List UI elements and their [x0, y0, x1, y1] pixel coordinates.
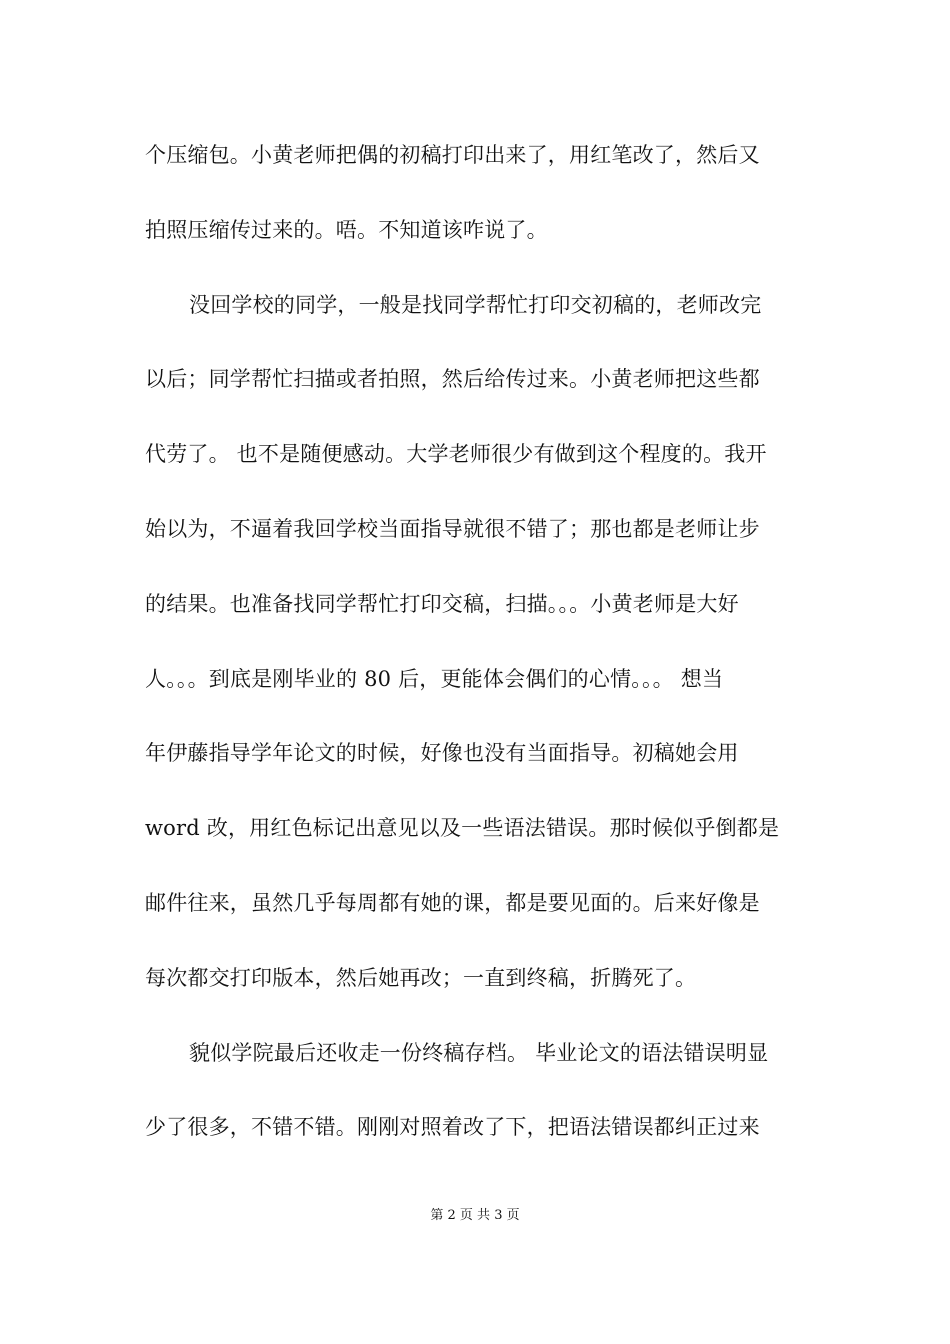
- text-line: 年伊藤指导学年论文的时候，好像也没有当面指导。初稿她会用: [145, 741, 739, 766]
- text-line: 貌似学院最后还收走一份终稿存档。 毕业论文的语法错误明显: [189, 1040, 769, 1065]
- body-text: [145, 131, 810, 1178]
- page-number-footer: 第 2 页 共 3 页: [430, 1208, 520, 1223]
- text-line: 始以为，不逼着我回学校当面指导就很不错了；那也都是老师让步: [145, 516, 760, 541]
- text-line: word 改，用红色标记出意见以及一些语法错误。那时候似乎倒都是: [145, 816, 780, 841]
- text-line: 的结果。也准备找同学帮忙打印交稿，扫描。。。小黄老师是大好: [145, 591, 739, 616]
- text-line: 少了很多，不错不错。刚刚对照着改了下，把语法错误都纠正过来: [145, 1115, 760, 1140]
- text-line: 人。。。到底是刚毕业的 80 后，更能体会偶们的心情。。。 想当: [145, 666, 724, 691]
- text-line: 拍照压缩传过来的。唔。不知道该咋说了。: [145, 217, 548, 242]
- text-line: 个压缩包。小黄老师把偶的初稿打印出来了，用红笔改了，然后又: [145, 143, 760, 167]
- text-line: 没回学校的同学，一般是找同学帮忙打印交初稿的，老师改完: [189, 292, 762, 317]
- text-line: 邮件往来，虽然几乎每周都有她的课，都是要见面的。后来好像是: [145, 890, 760, 915]
- text-line: 以后；同学帮忙扫描或者拍照，然后给传过来。小黄老师把这些都: [145, 367, 760, 392]
- text-line: 每次都交打印版本，然后她再改；一直到终稿，折腾死了。: [145, 965, 697, 990]
- text-line: 代劳了。 也不是随便感动。大学老师很少有做到这个程度的。我开: [145, 442, 767, 467]
